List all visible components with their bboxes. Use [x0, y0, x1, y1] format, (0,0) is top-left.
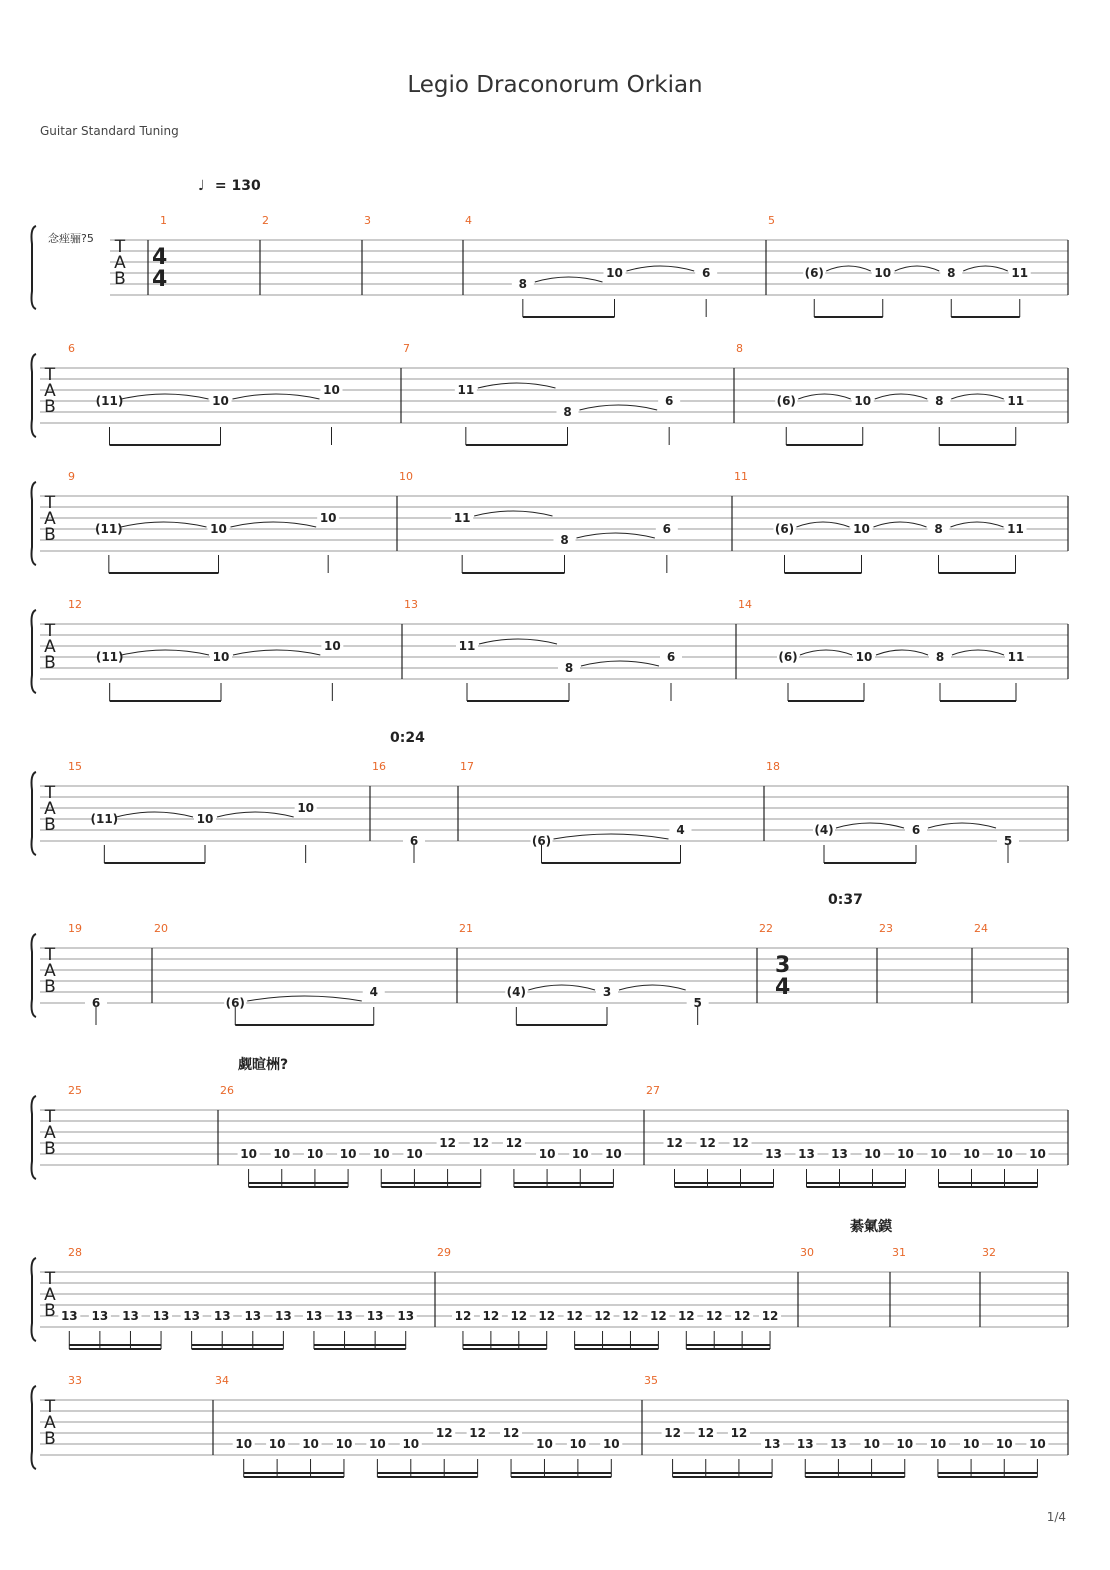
fret-number: (11): [95, 394, 124, 408]
measure-number: 24: [974, 922, 988, 935]
fret-number: 13: [152, 1309, 170, 1323]
tab-clef-letter: T: [44, 493, 56, 513]
fret-number: 8: [563, 405, 572, 419]
fret-number: 6: [701, 266, 711, 280]
tie-arc: [217, 812, 294, 817]
system-brace: [32, 226, 37, 309]
fret-number: 12: [454, 1309, 472, 1323]
tie-arc: [247, 996, 362, 1001]
fret-number: 13: [183, 1309, 200, 1323]
fret-number: 12: [730, 1426, 748, 1440]
tie-arc: [826, 266, 871, 271]
time-marker-037: 0:37: [828, 892, 863, 908]
tie-arc: [875, 394, 928, 399]
tie-arc: [876, 650, 928, 655]
fret-number: 8: [934, 522, 943, 536]
measure-number: 17: [460, 760, 474, 773]
tab-clef-letter: T: [44, 1397, 56, 1417]
fret-number: 12: [699, 1136, 716, 1150]
fret-number: 10: [273, 1147, 291, 1161]
fret-number: 13: [275, 1309, 292, 1323]
measure-number: 32: [982, 1246, 996, 1259]
fret-number: 10: [536, 1437, 553, 1451]
system-brace: [32, 772, 37, 855]
fret-number: 10: [930, 1147, 947, 1161]
fret-number: 10: [855, 650, 873, 664]
fret-number: 13: [831, 1147, 848, 1161]
fret-number: 8: [935, 394, 944, 408]
time-marker-024: 0:24: [390, 730, 425, 746]
fret-number: 6: [666, 650, 676, 664]
tie-arc: [577, 533, 655, 538]
track-name: 念痤骊?5: [48, 232, 94, 245]
tab-clef-letter: T: [114, 237, 126, 257]
tempo-value: = 130: [214, 178, 261, 194]
fret-number: 13: [60, 1309, 78, 1323]
fret-number: (4): [506, 985, 526, 999]
measure-number: 22: [759, 922, 773, 935]
tie-arc: [233, 650, 320, 655]
fret-number: 13: [763, 1437, 781, 1451]
fret-number: 13: [765, 1147, 782, 1161]
measure-number: 20: [154, 922, 168, 935]
fret-number: 11: [458, 639, 476, 653]
fret-number: 10: [268, 1437, 286, 1451]
system-brace: [32, 1258, 37, 1341]
tab-clef-letter: T: [44, 783, 56, 803]
fret-number: 8: [564, 661, 574, 675]
tie-arc: [231, 522, 317, 527]
tie-arc: [797, 522, 850, 527]
fret-number: 8: [560, 533, 569, 547]
tie-arc: [116, 812, 193, 817]
fret-number: 10: [210, 522, 227, 536]
measure-number: 33: [68, 1374, 82, 1387]
fret-number: (6): [225, 996, 245, 1010]
system-brace: [32, 482, 37, 565]
tie-arc: [895, 266, 940, 271]
fret-number: (6): [778, 650, 798, 664]
time-signature-top: 3: [775, 953, 791, 978]
fret-number: 12: [594, 1309, 611, 1323]
fret-number: 10: [240, 1147, 257, 1161]
measure-number: 35: [644, 1374, 658, 1387]
fret-number: 10: [929, 1437, 947, 1451]
fret-number: 10: [874, 266, 892, 280]
fret-number: 10: [995, 1437, 1013, 1451]
fret-number: 13: [830, 1437, 847, 1451]
fret-number: 13: [244, 1309, 262, 1323]
fret-number: 10: [602, 1437, 620, 1451]
tie-arc: [121, 522, 207, 527]
tab-clef-letter: A: [44, 381, 56, 401]
fret-number: 6: [911, 823, 921, 837]
fret-number: 6: [662, 522, 672, 536]
tab-clef-letter: A: [44, 961, 56, 981]
measure-number: 19: [68, 922, 82, 935]
fret-number: 12: [566, 1309, 583, 1323]
tie-arc: [619, 985, 686, 990]
measure-number: 31: [892, 1246, 906, 1259]
page-number: 1/4: [1046, 1510, 1066, 1524]
fret-number: (11): [95, 650, 124, 664]
tie-arc: [951, 394, 1004, 399]
fret-number: 13: [796, 1437, 814, 1451]
fret-number: 10: [962, 1437, 980, 1451]
tie-arc: [951, 522, 1004, 527]
tie-arc: [233, 394, 320, 399]
fret-number: 10: [864, 1147, 881, 1161]
fret-number: (4): [814, 823, 834, 837]
fret-number: 10: [605, 1147, 622, 1161]
tab-clef-letter: B: [44, 1139, 56, 1159]
fret-number: 10: [538, 1147, 556, 1161]
tab-clef-letter: T: [44, 1107, 56, 1127]
fret-number: 12: [469, 1426, 486, 1440]
fret-number: (6): [804, 266, 824, 280]
tie-arc: [122, 650, 209, 655]
tie-arc: [963, 266, 1008, 271]
tab-clef-letter: B: [44, 977, 56, 997]
fret-number: 10: [212, 394, 229, 408]
measure-number: 8: [736, 342, 743, 355]
fret-number: 10: [1029, 1437, 1046, 1451]
fret-number: 10: [853, 522, 870, 536]
measure-number: 15: [68, 760, 82, 773]
fret-number: 11: [1007, 522, 1024, 536]
fret-number: 12: [538, 1309, 556, 1323]
fret-number: 13: [397, 1309, 415, 1323]
fret-number: 8: [935, 650, 945, 664]
fret-number: 10: [369, 1437, 386, 1451]
tab-clef-letter: A: [44, 509, 56, 529]
tie-arc: [627, 266, 695, 271]
tab-clef-letter: A: [44, 1123, 56, 1143]
measure-number: 26: [220, 1084, 234, 1097]
system-brace: [32, 1386, 37, 1469]
measure-number: 27: [646, 1084, 660, 1097]
fret-number: 11: [1011, 266, 1029, 280]
fret-number: 11: [453, 511, 471, 525]
tab-clef-letter: T: [44, 621, 56, 641]
tab-clef-letter: B: [44, 397, 56, 417]
fret-number: 12: [677, 1309, 695, 1323]
system-brace: [32, 1096, 37, 1179]
fret-number: 12: [482, 1309, 500, 1323]
fret-number: 6: [409, 834, 419, 848]
fret-number: 11: [1007, 394, 1025, 408]
tab-clef-letter: T: [44, 1269, 56, 1289]
fret-number: 10: [319, 511, 337, 525]
fret-number: 10: [897, 1147, 914, 1161]
measure-number: 13: [404, 598, 418, 611]
fret-number: 5: [1003, 834, 1013, 848]
fret-number: 3: [602, 985, 612, 999]
fret-number: 13: [336, 1309, 353, 1323]
tab-clef-letter: B: [44, 1301, 56, 1321]
fret-number: 12: [439, 1136, 456, 1150]
fret-number: (6): [776, 394, 796, 408]
fret-number: 10: [1029, 1147, 1046, 1161]
fret-number: 10: [306, 1147, 324, 1161]
fret-number: 12: [510, 1309, 528, 1323]
measure-number: 4: [465, 214, 472, 227]
tab-clef-letter: A: [44, 799, 56, 819]
measure-number: 23: [879, 922, 893, 935]
system-brace: [32, 610, 37, 693]
tab-clef-letter: A: [44, 637, 56, 657]
fret-number: 6: [664, 394, 674, 408]
fret-number: 13: [366, 1309, 384, 1323]
fret-number: 13: [213, 1309, 231, 1323]
fret-number: 4: [676, 823, 685, 837]
fret-number: 12: [732, 1136, 749, 1150]
measure-number: 18: [766, 760, 780, 773]
fret-number: 10: [372, 1147, 390, 1161]
fret-number: 10: [297, 801, 315, 815]
fret-number: 12: [705, 1309, 723, 1323]
fret-number: 11: [1007, 650, 1025, 664]
fret-number: 10: [302, 1437, 319, 1451]
measure-number: 7: [403, 342, 410, 355]
time-signature-top: 4: [152, 245, 168, 270]
fret-number: 11: [457, 383, 475, 397]
measure-number: 30: [800, 1246, 814, 1259]
fret-number: 13: [91, 1309, 109, 1323]
fret-number: 10: [963, 1147, 980, 1161]
measure-number: 29: [437, 1246, 451, 1259]
tie-arc: [554, 834, 669, 839]
tie-arc: [798, 394, 851, 399]
fret-number: (6): [774, 522, 795, 536]
tie-arc: [874, 522, 927, 527]
tab-clef-letter: A: [44, 1285, 56, 1305]
measure-number: 11: [734, 470, 748, 483]
fret-number: 6: [91, 996, 101, 1010]
tie-arc: [122, 394, 209, 399]
fret-number: 8: [947, 266, 956, 280]
fret-number: (11): [94, 522, 123, 536]
fret-number: (6): [531, 834, 552, 848]
tie-arc: [535, 277, 603, 282]
fret-number: 10: [235, 1437, 253, 1451]
measure-number: 5: [768, 214, 775, 227]
tie-arc: [580, 405, 658, 410]
measure-number: 21: [459, 922, 473, 935]
quarter-note-icon: ♩: [198, 178, 205, 194]
fret-number: 13: [122, 1309, 139, 1323]
fret-number: 10: [196, 812, 214, 826]
fret-number: 12: [650, 1309, 667, 1323]
fret-number: 12: [472, 1136, 490, 1150]
tie-arc: [952, 650, 1004, 655]
fret-number: 12: [435, 1426, 453, 1440]
measure-number: 9: [68, 470, 75, 483]
tab-clef-letter: B: [114, 269, 126, 289]
fret-number: 10: [606, 266, 623, 280]
fret-number: 8: [518, 277, 528, 291]
tie-arc: [474, 511, 552, 516]
measure-number: 16: [372, 760, 386, 773]
fret-number: 12: [666, 1136, 683, 1150]
tie-arc: [479, 639, 557, 644]
system-brace: [32, 354, 37, 437]
measure-number: 10: [399, 470, 413, 483]
fret-number: 4: [369, 985, 378, 999]
fret-number: 5: [693, 996, 702, 1010]
score-title: Legio Draconorum Orkian: [407, 72, 703, 98]
tab-clef-letter: T: [44, 365, 56, 385]
section-marker-a: 觑暄栦?: [238, 1057, 289, 1073]
fret-number: 10: [854, 394, 872, 408]
tab-clef-letter: B: [44, 815, 56, 835]
measure-number: 34: [215, 1374, 229, 1387]
tie-arc: [528, 985, 595, 990]
fret-number: 10: [571, 1147, 589, 1161]
tab-clef-letter: T: [44, 945, 56, 965]
fret-number: 10: [212, 650, 230, 664]
measure-number: 25: [68, 1084, 82, 1097]
fret-number: 12: [761, 1309, 779, 1323]
time-signature-bottom: 4: [152, 267, 168, 292]
system-brace: [32, 934, 37, 1017]
tab-clef-letter: B: [44, 653, 56, 673]
fret-number: 12: [502, 1426, 520, 1440]
fret-number: 10: [863, 1437, 880, 1451]
fret-number: 10: [323, 639, 341, 653]
tie-arc: [928, 823, 996, 828]
fret-number: 13: [305, 1309, 323, 1323]
tab-clef-letter: B: [44, 525, 56, 545]
measure-number: 3: [364, 214, 371, 227]
measure-number: 2: [262, 214, 269, 227]
fret-number: 12: [733, 1309, 751, 1323]
measure-number: 14: [738, 598, 752, 611]
fret-number: 10: [996, 1147, 1013, 1161]
time-signature-bottom: 4: [775, 975, 791, 1000]
tab-clef-letter: A: [44, 1413, 56, 1433]
measure-number: 12: [68, 598, 82, 611]
measure-number: 6: [68, 342, 75, 355]
fret-number: 12: [664, 1426, 681, 1440]
fret-number: 10: [323, 383, 340, 397]
fret-number: 10: [896, 1437, 914, 1451]
fret-number: (11): [90, 812, 119, 826]
tab-clef-letter: B: [44, 1429, 56, 1449]
measure-number: 1: [160, 214, 167, 227]
fret-number: 10: [335, 1437, 353, 1451]
fret-number: 13: [798, 1147, 815, 1161]
tie-arc: [478, 383, 556, 388]
tab-clef-letter: A: [114, 253, 126, 273]
fret-number: 12: [697, 1426, 715, 1440]
section-marker-b: 綦氭鏌: [850, 1219, 892, 1235]
fret-number: 10: [569, 1437, 587, 1451]
fret-number: 10: [406, 1147, 423, 1161]
measure-number: 28: [68, 1246, 82, 1259]
fret-number: 10: [339, 1147, 357, 1161]
fret-number: 12: [622, 1309, 639, 1323]
tie-arc: [800, 650, 852, 655]
tie-arc: [836, 823, 904, 828]
fret-number: 10: [402, 1437, 420, 1451]
fret-number: 12: [505, 1136, 523, 1150]
tie-arc: [581, 661, 659, 666]
tuning-label: Guitar Standard Tuning: [40, 124, 179, 138]
